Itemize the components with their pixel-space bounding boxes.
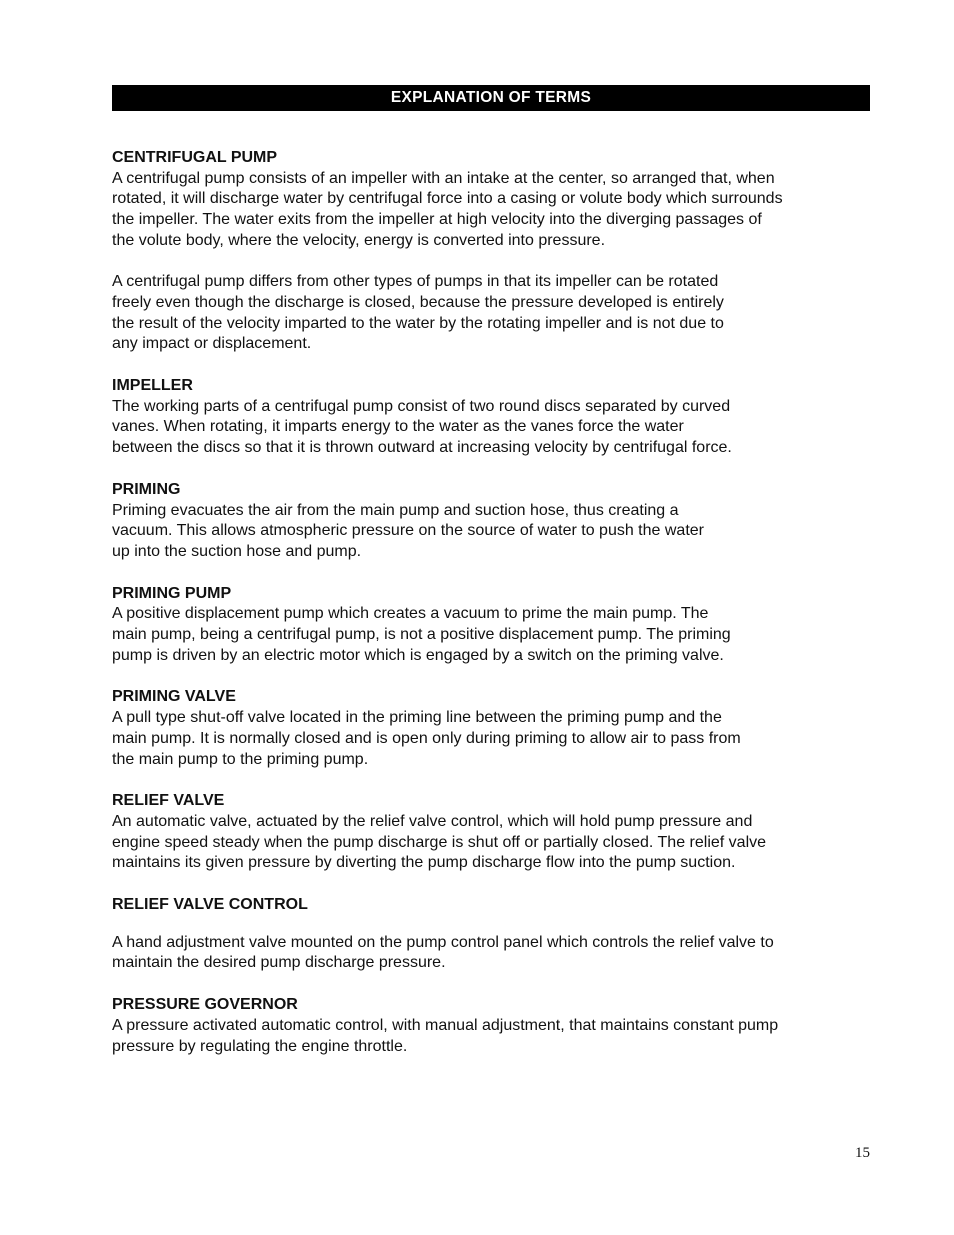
definition-line: between the discs so that it is thrown outward at increasing velocity by centrifugal force.	[112, 439, 732, 457]
term-section	[112, 376, 882, 459]
term-section	[112, 895, 882, 974]
term-definition	[112, 272, 882, 355]
definition-line: Priming evacuates the air from the main pump and suction hose, thus creating a	[112, 501, 679, 519]
term-heading: RELIEF VALVE CONTROL	[112, 896, 308, 914]
definition-line: up into the suction hose and pump.	[112, 542, 362, 560]
term-section	[112, 791, 882, 874]
term-heading: IMPELLER	[112, 377, 193, 395]
term-section	[112, 148, 882, 355]
term-definition	[112, 708, 882, 770]
definition-line: main pump, being a centrifugal pump, is not a positive displacement pump. The priming	[112, 626, 731, 644]
term-definition	[112, 812, 882, 874]
term-heading: RELIEF VALVE	[112, 792, 225, 810]
definition-line: The working parts of a centrifugal pump consist of two round discs separated by curved	[112, 397, 731, 415]
definition-line: engine speed steady when the pump discharge is shut off or partially closed. The relief valve	[112, 833, 767, 851]
definition-line: maintains its given pressure by diverting the pump discharge flow into the pump suction.	[112, 854, 736, 872]
definition-line: vanes. When rotating, it imparts energy to the water as the vanes force the water	[112, 418, 684, 436]
term-heading: PRIMING	[112, 480, 181, 498]
term-section	[112, 480, 882, 563]
term-heading: PRESSURE GOVERNOR	[112, 996, 298, 1014]
definition-line: the main pump to the priming pump.	[112, 750, 369, 768]
term-definition	[112, 501, 882, 563]
definition-line: maintain the desired pump discharge pressure.	[112, 954, 446, 972]
page-title: EXPLANATION OF TERMS	[112, 85, 870, 111]
definition-line: the volute body, where the velocity, energy is converted into pressure.	[112, 231, 606, 249]
term-heading: CENTRIFUGAL PUMP	[112, 149, 278, 166]
definition-line: A hand adjustment valve mounted on the pump control panel which controls the relief valve to	[112, 933, 774, 951]
term-definition	[112, 1016, 882, 1057]
definition-line: pressure by regulating the engine throttle.	[112, 1037, 408, 1055]
definition-line: A positive displacement pump which creates a vacuum to prime the main pump. The	[112, 605, 709, 623]
definition-line: any impact or displacement.	[112, 335, 312, 353]
definition-line: the result of the velocity imparted to the water by the rotating impeller and is not due to	[112, 314, 724, 332]
term-section	[112, 687, 882, 770]
definition-line: A pressure activated automatic control, with manual adjustment, that maintains constant pump	[112, 1016, 779, 1034]
definition-line: An automatic valve, actuated by the relief valve control, which will hold pump pressure and	[112, 812, 753, 830]
definition-line: vacuum. This allows atmospheric pressure on the source of water to push the water	[112, 522, 704, 540]
page-number: 15	[855, 1145, 870, 1161]
definition-line: freely even though the discharge is closed, because the pressure developed is entirely	[112, 293, 724, 311]
definition-line: the impeller. The water exits from the impeller at high velocity into the diverging passages of	[112, 211, 762, 229]
definition-line: A pull type shut-off valve located in the priming line between the priming pump and the	[112, 709, 722, 727]
definition-line: rotated, it will discharge water by centrifugal force into a casing or volute body which surrounds	[112, 190, 783, 208]
definition-line: main pump. It is normally closed and is open only during priming to allow air to pass from	[112, 729, 741, 747]
terms-list	[112, 148, 882, 1078]
term-heading: PRIMING VALVE	[112, 688, 236, 706]
term-definition	[112, 604, 882, 666]
definition-line: pump is driven by an electric motor which is engaged by a switch on the priming valve.	[112, 646, 724, 664]
term-definition	[112, 933, 882, 974]
term-definition	[112, 397, 882, 459]
term-section	[112, 995, 882, 1057]
definition-line: A centrifugal pump consists of an impeller with an intake at the center, so arranged that, when	[112, 169, 775, 187]
term-definition	[112, 169, 882, 252]
term-heading: PRIMING PUMP	[112, 584, 232, 602]
definition-line: A centrifugal pump differs from other types of pumps in that its impeller can be rotated	[112, 273, 719, 291]
term-section	[112, 584, 882, 667]
